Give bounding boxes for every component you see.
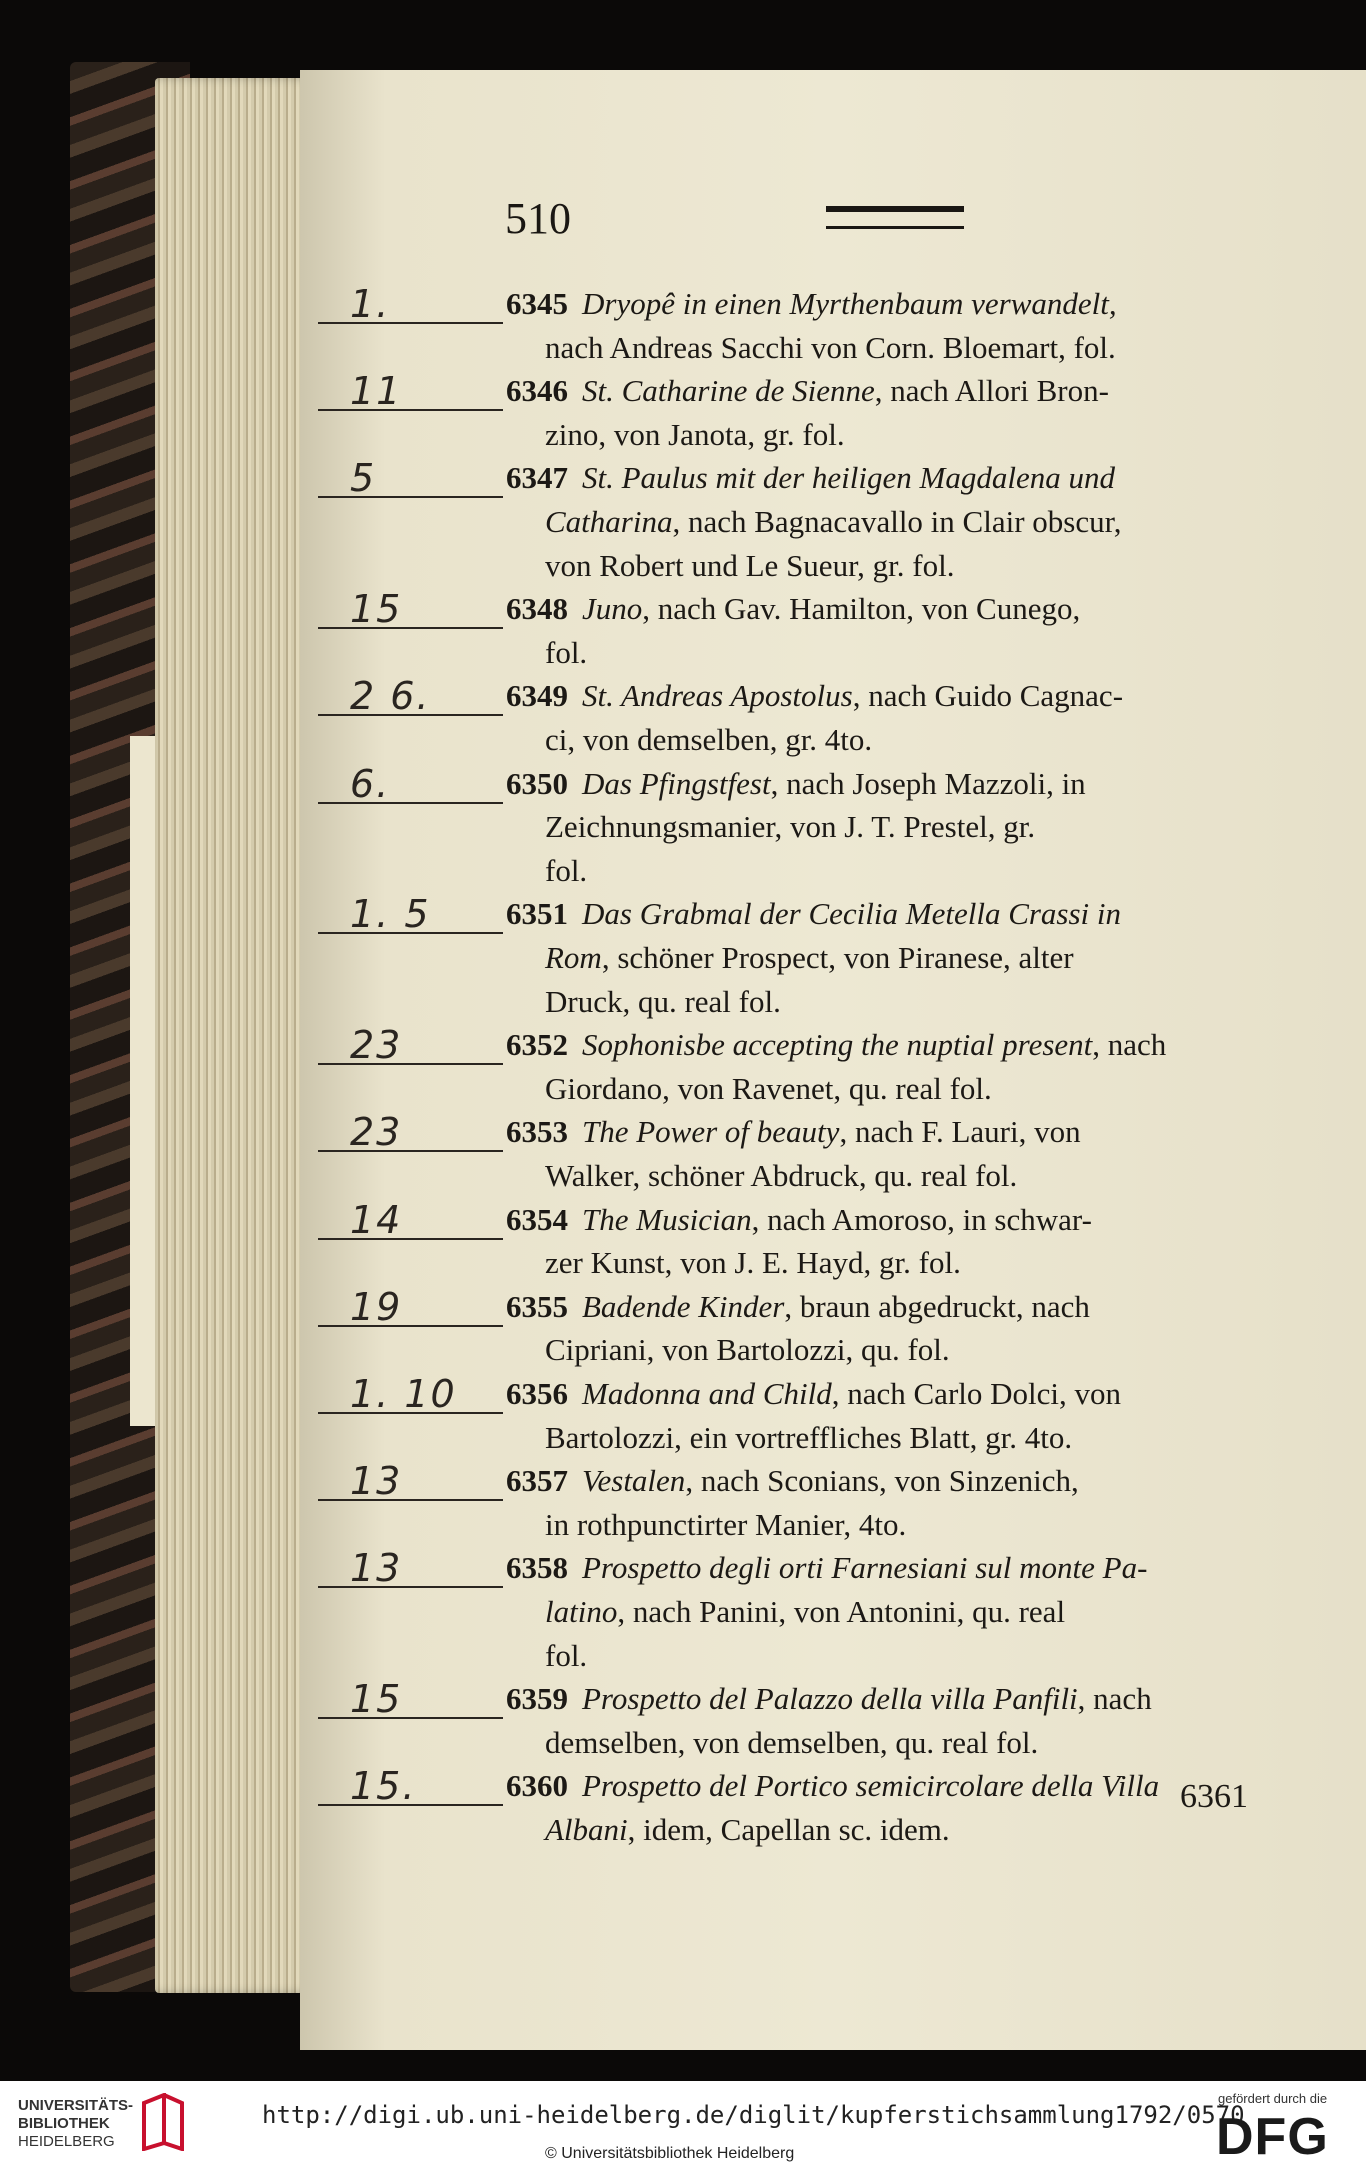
entry-handwritten-price: 6. xyxy=(350,761,391,806)
entry-blank-rule xyxy=(318,1150,503,1152)
entry-first-line xyxy=(506,286,1117,322)
entry-number: 6354 xyxy=(506,1201,568,1237)
entry-handwritten-price: 19 xyxy=(350,1284,403,1329)
entry-first-line xyxy=(506,460,1115,496)
entry-text: von Robert und Le Sueur, gr. fol. xyxy=(545,547,955,583)
library-name-line1: UNIVERSITÄTS- xyxy=(18,2097,134,2114)
entry-first-line xyxy=(506,1376,1121,1412)
entry-text: Cipriani, von Bartolozzi, qu. fol. xyxy=(545,1332,950,1368)
entry-handwritten-price: 23 xyxy=(350,1110,403,1155)
entry-continuation-line xyxy=(545,504,1121,540)
entry-text: in rothpunctirter Manier, 4to. xyxy=(545,1506,907,1542)
entry-continuation-line xyxy=(545,1158,1017,1194)
entry-continuation-line xyxy=(545,635,587,671)
entry-blank-rule xyxy=(318,409,503,411)
entry-blank-rule xyxy=(318,1325,503,1327)
catchword: 6361 xyxy=(1180,1778,1248,1815)
entry-text: Dryopê in einen Myrthenbaum verwandelt, xyxy=(582,286,1117,321)
entry-handwritten-price: 1. 10 xyxy=(350,1372,457,1416)
entry-text: latino, nach Panini, von Antonini, qu. real xyxy=(545,1594,1066,1629)
entry-blank-rule xyxy=(318,496,503,498)
entry-handwritten-price: 11 xyxy=(350,369,403,414)
entry-continuation-line xyxy=(545,1594,1065,1630)
entry-continuation-line xyxy=(545,1812,950,1848)
entry-text: ci, von demselben, gr. 4to. xyxy=(545,722,873,757)
entry-continuation-line xyxy=(545,1420,1072,1456)
entry-first-line xyxy=(506,1463,1079,1499)
entry-number: 6360 xyxy=(506,1768,568,1804)
entry-blank-rule xyxy=(318,1717,503,1719)
entry-blank-rule xyxy=(318,802,503,804)
entry-first-line xyxy=(506,678,1123,714)
dfg-logo[interactable]: DFG xyxy=(1216,2108,1329,2166)
entry-text: nach Andreas Sacchi von Corn. Bloemart, fol. xyxy=(545,329,1116,365)
permalink[interactable]: http://digi.ub.uni-heidelberg.de/diglit/kupferstichsammlung1792/0570 xyxy=(262,2101,1245,2129)
entry-handwritten-price: 2 6. xyxy=(350,674,431,719)
entry-number: 6351 xyxy=(506,896,568,932)
entry-number: 6356 xyxy=(506,1376,568,1411)
entry-first-line xyxy=(506,1114,1081,1150)
entry-first-line xyxy=(506,591,1080,627)
entry-text: demselben, von demselben, qu. real fol. xyxy=(545,1724,1039,1760)
entry-text: Sophonisbe accepting the nuptial present, nach xyxy=(582,1027,1167,1063)
page-number: 510 xyxy=(505,194,571,243)
entry-text: Rom, schöner Prospect, von Piranese, alter xyxy=(545,940,1074,975)
entry-continuation-line xyxy=(545,809,1035,845)
entry-blank-rule xyxy=(318,1238,503,1240)
entry-continuation-line xyxy=(545,853,587,889)
entry-handwritten-price: 13 xyxy=(350,1546,403,1591)
entry-handwritten-price: 13 xyxy=(350,1459,403,1504)
entry-text: Walker, schöner Abdruck, qu. real fol. xyxy=(545,1158,1018,1193)
copyright-notice: © Universitätsbibliothek Heidelberg xyxy=(545,2145,795,2162)
entry-number: 6357 xyxy=(506,1463,568,1499)
entry-text: St. Catharine de Sienne, nach Allori Bron- xyxy=(582,373,1109,409)
entry-text: Zeichnungsmanier, von J. T. Prestel, gr. xyxy=(545,809,1036,845)
entry-blank-rule xyxy=(318,1063,503,1065)
viewer-footer xyxy=(0,2081,1366,2179)
library-logo[interactable] xyxy=(18,2097,133,2151)
entry-continuation-line xyxy=(545,1071,992,1107)
entry-number: 6359 xyxy=(506,1681,568,1717)
entry-first-line xyxy=(506,1681,1152,1717)
entry-handwritten-price: 14 xyxy=(350,1197,403,1242)
entry-text: The Musician, nach Amoroso, in schwar- xyxy=(582,1201,1092,1237)
entry-text: Das Pfingstfest, nach Joseph Mazzoli, in xyxy=(582,765,1086,801)
entry-handwritten-price: 23 xyxy=(350,1023,403,1068)
entry-continuation-line xyxy=(545,330,1116,366)
entry-text: Juno, nach Gav. Hamilton, von Cunego, xyxy=(582,591,1081,627)
entry-first-line xyxy=(506,1289,1090,1325)
entry-number: 6345 xyxy=(506,286,568,321)
entry-text: Albani, idem, Capellan sc. idem. xyxy=(545,1812,950,1847)
entry-blank-rule xyxy=(318,627,503,629)
entry-first-line xyxy=(506,766,1086,802)
entry-continuation-line xyxy=(545,940,1074,976)
entry-first-line xyxy=(506,1202,1092,1238)
entry-text: Badende Kinder, braun abgedruckt, nach xyxy=(582,1288,1090,1324)
entry-number: 6346 xyxy=(506,373,568,409)
entry-text: Bartolozzi, ein vortreffliches Blatt, gr. 4to. xyxy=(545,1419,1073,1455)
library-name-line3: HEIDELBERG xyxy=(18,2133,115,2150)
entry-text: fol. xyxy=(545,634,588,670)
entry-number: 6352 xyxy=(506,1027,568,1063)
entry-continuation-line xyxy=(545,417,845,453)
entry-text: fol. xyxy=(545,852,588,888)
entry-text: Das Grabmal der Cecilia Metella Crassi in xyxy=(582,896,1122,932)
entry-first-line xyxy=(506,1768,1159,1804)
library-name-line2: BIBLIOTHEK xyxy=(18,2115,110,2132)
entry-continuation-line xyxy=(545,1725,1038,1761)
entry-number: 6358 xyxy=(506,1550,568,1586)
entry-text: Prospetto del Palazzo della villa Panfili, nach xyxy=(582,1681,1152,1717)
entry-blank-rule xyxy=(318,1586,503,1588)
entry-number: 6347 xyxy=(506,460,568,496)
entry-text: Prospetto del Portico semicircolare della Villa xyxy=(582,1768,1160,1804)
entry-number: 6350 xyxy=(506,765,568,801)
entry-continuation-line xyxy=(545,984,781,1020)
entry-handwritten-price: 15 xyxy=(350,1677,403,1722)
entry-number: 6355 xyxy=(506,1288,568,1324)
entry-handwritten-price: 1. 5 xyxy=(350,892,431,937)
entry-first-line xyxy=(506,373,1109,409)
entry-first-line xyxy=(506,1027,1166,1063)
entry-text: Madonna and Child, nach Carlo Dolci, von xyxy=(582,1376,1121,1411)
library-emblem-icon xyxy=(140,2093,186,2151)
entry-text: Catharina, nach Bagnacavallo in Clair obscur, xyxy=(545,504,1122,539)
entry-text: St. Andreas Apostolus, nach Guido Cagnac- xyxy=(582,678,1124,714)
entry-first-line xyxy=(506,896,1121,932)
entry-text: fol. xyxy=(545,1637,588,1673)
entry-number: 6348 xyxy=(506,591,568,627)
entry-text: Vestalen, nach Sconians, von Sinzenich, xyxy=(582,1463,1079,1499)
entry-continuation-line xyxy=(545,1245,961,1281)
entry-text: Giordano, von Ravenet, qu. real fol. xyxy=(545,1070,992,1106)
entry-continuation-line xyxy=(545,1638,587,1674)
entry-blank-rule xyxy=(318,1499,503,1501)
entry-blank-rule xyxy=(318,322,503,324)
entry-number: 6349 xyxy=(506,678,568,714)
entry-continuation-line xyxy=(545,722,872,758)
entry-handwritten-price: 5 xyxy=(350,456,377,501)
entry-continuation-line xyxy=(545,1507,906,1543)
entry-text: Druck, qu. real fol. xyxy=(545,983,781,1019)
entry-first-line xyxy=(506,1550,1147,1586)
entry-handwritten-price: 1. xyxy=(350,282,391,326)
entry-number: 6353 xyxy=(506,1114,568,1150)
entry-text: The Power of beauty, nach F. Lauri, von xyxy=(582,1114,1081,1150)
entry-text: Prospetto degli orti Farnesiani sul monte Pa- xyxy=(582,1550,1148,1586)
entry-text: St. Paulus mit der heiligen Magdalena und xyxy=(582,460,1115,496)
entry-continuation-line xyxy=(545,1332,950,1368)
entry-text: zer Kunst, von J. E. Hayd, gr. fol. xyxy=(545,1245,961,1281)
funder-label: gefördert durch die xyxy=(1218,2091,1328,2106)
entry-handwritten-price: 15. xyxy=(350,1764,417,1809)
entry-text: zino, von Janota, gr. fol. xyxy=(545,416,845,452)
entry-handwritten-price: 15 xyxy=(350,587,403,632)
entry-continuation-line xyxy=(545,548,954,584)
